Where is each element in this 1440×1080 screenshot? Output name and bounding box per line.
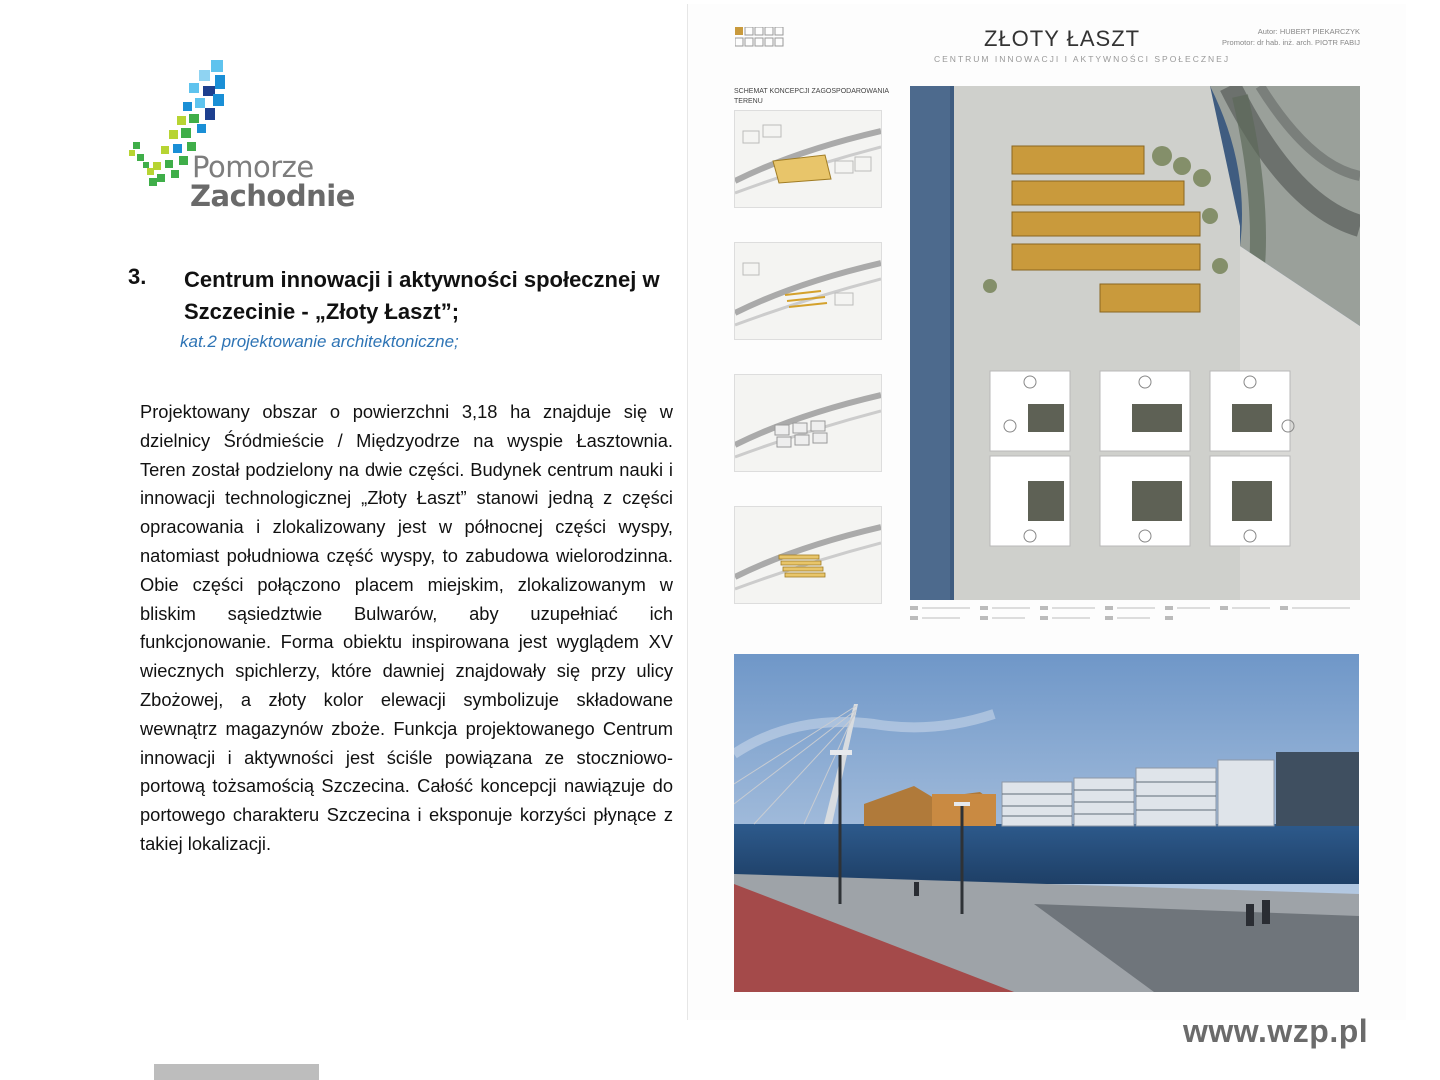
heading-number: 3. <box>128 264 147 289</box>
schema-diagram <box>734 242 882 340</box>
website-link[interactable]: www.wzp.pl <box>1183 1013 1369 1049</box>
footer-bar <box>154 1064 319 1080</box>
board-promoter: Promotor: dr hab. inż. arch. PIOTR FABIJ <box>1222 38 1360 47</box>
description-text <box>140 398 673 859</box>
description-paragraph: Projektowany obszar o powierzchni 3,18 ha znajduje się w dzielnicy Śródmieście / Międzyodrze na wyspie Łasztownia. Teren został podzielony na dwie części. Budynek centrum nauki i innowacji technologicznej „Złoty Łaszt” stanowi jedną z części opracowania i zlokalizowany jest w północnej części wyspy, natomiast południowa część wyspy, to zabudowa wielorodzinna. Obie części połączono placem miejskim, zlokalizowanym w bliskim sąsiedztwie Bulwarów, aby uzupełniać ich funkcjonowanie. Forma obiektu inspirowana jest wyglądem XV wiecznych spichlerzy, które dawniej znajdowały się przy ulicy Zbożowej, a złoty kolor elewacji symbolizuje składowane wewnątrz magazynów zboże. Funkcja projektowanego Centrum innowacji i aktywności jest ściśle powiązana ze stoczniowo-portową tożsamością Szczecina. Całość koncepcji nawiązuje do portowego charakteru Szczecina i eksponuje korzyści płynące z takiej lokalizacji. <box>140 401 673 854</box>
concept-schemas <box>734 110 880 638</box>
page-subtitle: kat.2 projektowanie architektoniczne; <box>180 332 459 351</box>
site-plan-image <box>910 86 1360 600</box>
schema-title: SCHEMAT KONCEPCJI ZAGOSPODAROWANIA TERENU <box>734 88 889 105</box>
waterfront-render-image <box>734 654 1359 992</box>
board-author-name: Autor: HUBERT PIEKARCZYK <box>1257 27 1360 36</box>
schema-diagram <box>734 374 882 472</box>
schema-diagram <box>734 506 882 604</box>
site-plan-legend <box>910 602 1360 626</box>
logo-text-pomorze: Pomorze <box>192 150 314 184</box>
logo-text-zachodnie: Zachodnie <box>190 179 355 213</box>
board-subtitle: CENTRUM INNOWACJI I AKTYWNOŚCI SPOŁECZNEJ <box>934 54 1231 64</box>
board-grid-icon <box>735 27 789 49</box>
board-title: ZŁOTY ŁASZT <box>984 26 1141 51</box>
page-title: Centrum innowacji i aktywności społecznej w Szczecinie - „Złoty Łaszt”; <box>184 267 660 324</box>
schema-diagram <box>734 110 882 208</box>
board-author <box>1200 26 1360 48</box>
